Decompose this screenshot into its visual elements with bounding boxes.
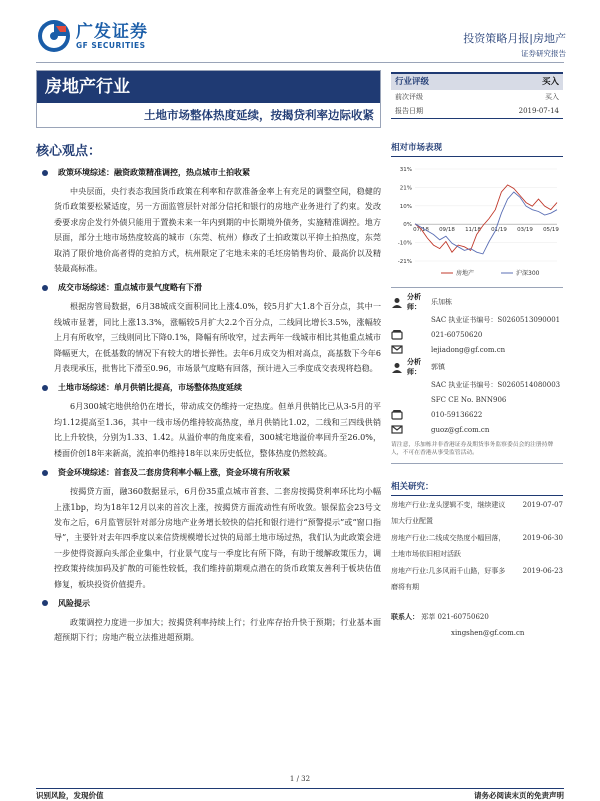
relative-performance-title: 相对市场表现 [391, 141, 563, 157]
analyst-2-sfc: SFC CE No. BNN906 [431, 395, 507, 404]
related-research-list [391, 498, 563, 595]
related-item-title: 房地产行业:几多风雨千山路，好事多磨将有期 [391, 567, 506, 591]
contact-name: 郑莘 [421, 613, 436, 621]
y-tick-label: -10% [397, 240, 412, 247]
contact-label: 联系人： [391, 612, 419, 621]
performance-chart [391, 163, 563, 281]
related-item-date: 2019-06-23 [522, 567, 563, 575]
title-banner [36, 70, 381, 128]
rating-label: 行业评级 [395, 77, 430, 87]
section-title [42, 167, 381, 178]
section-paragraph: 6月300城宅地供给仍在增长，带动成交仍维持一定热度。但单月供销比已从3-5月的平均1.12提高至1.36，其中一线市场仍维持较高热度，单月供销比1.02，二线和三四线供销比上升较快，分别为1.33、1.42。从溢价率的角度来看，300城宅地溢价率回升至26.0%，楼面价创18年来新高，流拍率仍维持18年以来历史低位，整体热度仍然较高。 [54, 402, 381, 458]
bullet-icon [42, 170, 48, 176]
section-title [42, 382, 381, 393]
analyst-2-phone: 010-59136622 [431, 410, 483, 419]
report-date-value: 2019-07-14 [518, 107, 559, 115]
industry-title: 房地产行业 [37, 71, 380, 103]
page-number: 1 / 32 [289, 775, 311, 783]
section-title [42, 598, 381, 609]
section-title [42, 282, 381, 293]
analyst-1-name: 乐加栋 [431, 298, 452, 306]
related-item-title: 房地产行业:龙头逻辑不变，继续建议加大行业配置 [391, 501, 506, 525]
contact-email-row [391, 625, 563, 641]
analyst-1-label [391, 292, 431, 312]
prev-rating-value: 买入 [545, 93, 559, 101]
person-icon [391, 362, 403, 373]
report-type-title: 投资策略月报|房地产 [463, 32, 566, 45]
related-item[interactable] [391, 498, 563, 529]
x-tick-label: 01/19 [491, 226, 507, 233]
prev-rating-label: 前次评级 [395, 93, 423, 101]
logo-en: GF SECURITIES [76, 40, 146, 50]
analyst-1-sac: SAC 执业证书编号：S0260513090001 [431, 315, 561, 324]
report-headline: 土地市场整体热度延续，按揭贷利率边际收紧 [144, 108, 374, 122]
footer-slogan: 识别风险，发现价值 [36, 791, 104, 800]
analyst-2-email[interactable]: guoz@gf.com.cn [431, 425, 490, 434]
logo-cn: 广发证券 [76, 21, 148, 42]
contact-email[interactable]: xingshen@gf.com.cn [451, 629, 525, 637]
related-item[interactable] [391, 531, 563, 562]
sidebar [391, 72, 563, 641]
series-line-1 [415, 185, 557, 252]
section-title-text: 土地市场综述：单月供销比提高，市场整体热度延续 [58, 382, 242, 393]
bullet-icon [42, 385, 48, 391]
rating-box [391, 72, 563, 119]
analyst-1-name-row [391, 292, 563, 312]
report-date-label: 报告日期 [395, 107, 423, 115]
section-paragraph: 按揭贷方面，融360数据显示，6月份35重点城市首套、二套房按揭贷利率环比均小幅上涨1bp，均为18年12月以来的首次上涨，按揭贷方面流动性有所收敛。银保监会23号文发布之后，6月监管层针对部分房地产业务增长较快的信托和银行进行“预警提示”或“窗口指导”，主要针对去年四季度以来信贷规模增长过快的局部土地市场过热，我们认为此政策会进一步使得资源向头部企业集中，行业景气度与一季度比有所下降，有助于缓解政策压力，调控政策持续加码及扩散的可能性较低，我们维持前期观点潜在的货币政策友善利于板块估值修复，板块投资价值提升。 [54, 487, 381, 589]
header-divider [36, 62, 564, 63]
phone-icon [391, 329, 403, 340]
footer-divider [36, 788, 564, 789]
analyst-1-label-text: 分析师： [407, 292, 421, 311]
x-tick-label: 05/19 [543, 226, 559, 233]
performance-chart-svg [391, 163, 563, 281]
section-title-text: 政策环境综述：融资政策精准调控，热点城市土拍收紧 [58, 167, 250, 177]
prev-rating-row [391, 90, 563, 104]
x-tick-label: 03/19 [517, 226, 533, 233]
section-paragraph: 政策调控力度进一步加大；按揭贷利率持续上行；行业库存抬升快于预期；行业基本面超预期下行；房地产税立法推进超预期。 [54, 617, 381, 643]
analyst-2-sac: SAC 执业证书编号：S0260514080003 [431, 380, 561, 389]
analyst-1-email[interactable]: lejiadong@gf.com.cn [431, 345, 506, 354]
core-views-heading: 核心观点： [36, 144, 102, 159]
page-header [0, 0, 600, 58]
legend-label: 房地产 [456, 270, 475, 277]
report-type-subtitle: 证券研究报告 [521, 49, 566, 58]
bullet-icon [42, 470, 48, 476]
company-logo [36, 18, 186, 54]
email-icon [391, 424, 403, 435]
analyst-2-sac-row [391, 377, 563, 392]
analyst-2-email-row [391, 422, 563, 437]
footer-disclaimer-note: 请务必阅读末页的免责声明 [474, 791, 564, 800]
analyst-1-phone: 021-60750620 [431, 330, 483, 339]
person-icon [391, 297, 403, 308]
related-item-date: 2019-06-30 [522, 534, 563, 542]
y-tick-label: 31% [399, 167, 412, 173]
rating-value: 买入 [541, 77, 559, 87]
section-title [42, 467, 381, 478]
analyst-2-name-row [391, 357, 563, 377]
section-paragraph: 根据房管局数据，6月38城成交面积同比上涨4.0%，较5月扩大1.8个百分点，其中一线城市显著，同比上涨13.3%，涨幅较5月扩大2.2个百分点，二线同比增长3.5%，涨幅较上月有所收窄，三线则同比下降0.1%，降幅有所收窄，过去两年一线城市相比其他重点城市降幅更大，在低基数的情况下有较大的增长弹性。去年6月成交为相对高点，高基数下今年6月表现承压，批售比下滑至0.96，市场景气度略有回落，预计进入三季度成交表现将趋稳。 [54, 302, 381, 374]
bullet-icon [42, 285, 48, 291]
related-item-title: 房地产行业:二线成交热度小幅回落，土地市场依旧相对活跃 [391, 534, 506, 558]
main-content [36, 140, 381, 646]
related-item-date: 2019-07-07 [522, 501, 563, 509]
y-tick-label: -21% [397, 259, 412, 265]
analyst-2-label-text: 分析师： [407, 357, 421, 376]
contact-block [391, 609, 563, 641]
email-icon [391, 344, 403, 355]
report-date-row [391, 104, 563, 118]
section-title-text: 风险提示 [58, 597, 90, 608]
analyst-2-label [391, 357, 431, 377]
section-title-text: 资金环境综述：首套及二套房贷利率小幅上涨，资金环境有所收紧 [58, 467, 290, 478]
gf-logo-icon [36, 18, 72, 54]
analyst-2-name: 郭镇 [431, 363, 445, 371]
y-tick-label: 10% [399, 203, 412, 210]
analyst-disclaimer: 请注意，乐加栋并非香港证券及期货事务监察委员会的注册持牌人，不可在香港从事受监管活动。 [391, 441, 563, 464]
section-paragraph: 中央层面，央行表态我国货币政策在利率和存款准备金率上有充足的调整空间，稳健的货币政策要松紧适度，另一方面监管层针对部分信托和银行的房地产业务进行了约束。发改委要求房企发行外债只能用于置换未来一年内到期的中长期境外债务，实施精准调控。地方层面，部分土地市场热度较高的城市（东莞、杭州）修改了土拍政策以平抑土拍热度，东莞取消了限价地价高者得的竞拍方式，杭州限定了宅地未来的毛坯房销售均价、最高价以及精装最高标准。 [54, 187, 381, 274]
legend-label: 沪深300 [516, 270, 540, 277]
section-title-text: 成交市场综述：重点城市景气度略有下滑 [58, 282, 202, 293]
related-research-title: 相关研究： [391, 480, 563, 496]
x-tick-label: 11/18 [465, 226, 481, 233]
phone-icon [391, 409, 403, 420]
analyst-1-phone-row [391, 327, 563, 342]
y-tick-label: 21% [399, 185, 412, 192]
rating-row [391, 74, 563, 90]
x-tick-label: 07/18 [413, 226, 429, 233]
contact-row [391, 609, 563, 625]
analyst-1-sac-row [391, 312, 563, 327]
analyst-2-sfc-row [391, 392, 563, 407]
bullet-icon [42, 600, 48, 606]
contact-phone: 021-60750620 [437, 613, 489, 621]
analyst-1-email-row [391, 342, 563, 357]
x-tick-label: 09/18 [439, 226, 455, 233]
logo-text [76, 23, 148, 50]
y-tick-label: 0% [403, 222, 412, 229]
series-line-2 [415, 192, 557, 254]
related-item[interactable] [391, 564, 563, 595]
analyst-2-phone-row [391, 407, 563, 422]
analyst-block [391, 287, 563, 464]
